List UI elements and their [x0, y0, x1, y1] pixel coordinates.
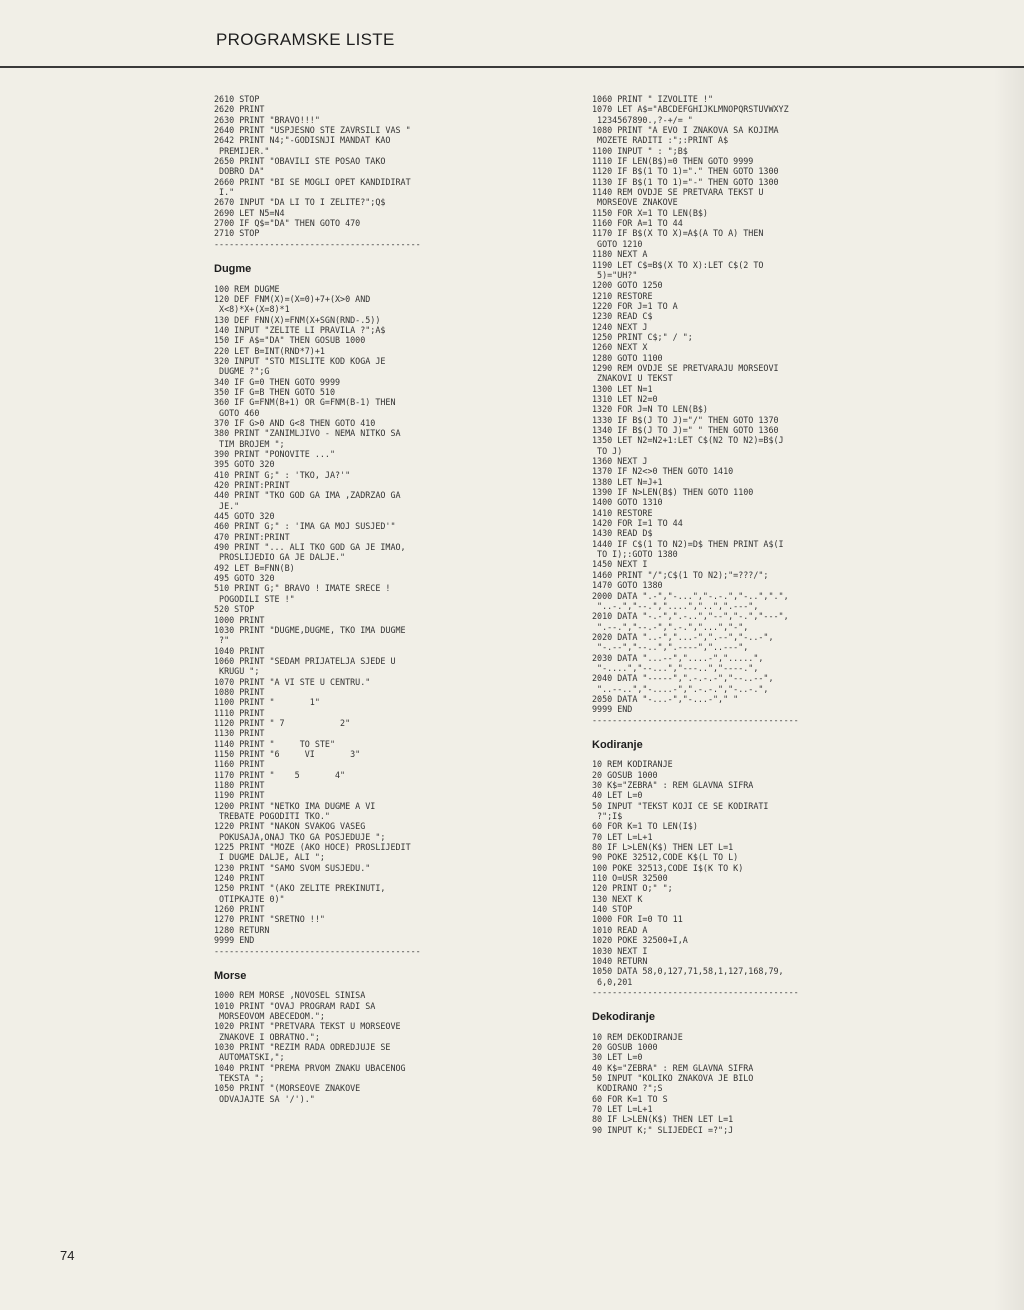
code-line: 10 REM DEKODIRANJE [592, 1031, 683, 1042]
code-line: 20 GOSUB 1000 [592, 769, 658, 780]
code-line: 1230 READ C$ [592, 311, 653, 322]
code-line: DUGME ?";G [214, 366, 270, 377]
code-line: 1100 INPUT " : ";B$ [592, 145, 688, 156]
code-line: 520 STOP [214, 604, 255, 615]
code-line: 1280 GOTO 1100 [592, 352, 663, 363]
code-line: 1020 POKE 32500+I,A [592, 935, 688, 946]
code-line: 1240 PRINT [214, 873, 265, 884]
code-line: 1000 FOR I=0 TO 11 [592, 914, 683, 925]
page-header-title: PROGRAMSKE LISTE [216, 30, 395, 49]
code-line: MORSEOVOM ABECEDOM."; [214, 1010, 325, 1021]
code-line: ----------------------------------------- [214, 945, 421, 956]
code-line: MORSEOVE ZNAKOVE [592, 197, 678, 208]
code-line: 1040 PRINT "PREMA PRVOM ZNAKU UBACENOG [214, 1062, 406, 1073]
code-line: 70 LET L=L+1 [592, 1103, 653, 1114]
code-line: 1220 PRINT "NAKON SVAKOG VASEG [214, 821, 366, 832]
code-line: OTIPKAJTE 0)" [214, 893, 285, 904]
code-line: "-.--","--..",".----","..---", [592, 642, 749, 653]
code-line: 1130 PRINT [214, 728, 265, 739]
code-line: 1030 PRINT "REZIM RADA ODREDJUJE SE [214, 1041, 391, 1052]
code-line: 1234567890.,?-+/= " [592, 114, 693, 125]
code-line: 1050 PRINT "(MORSEOVE ZNAKOVE [214, 1083, 361, 1094]
code-line: "..-.","--.","....","..",".---", [592, 600, 759, 611]
code-line: 1190 LET C$=B$(X TO X):LET C$(2 TO [592, 259, 764, 270]
code-line: 495 GOTO 320 [214, 573, 275, 584]
code-line: POGODILI STE !" [214, 593, 295, 604]
code-line: X<8)*X+(X=8)*1 [214, 304, 290, 315]
code-line: 120 DEF FNM(X)=(X=0)+7+(X>0 AND [214, 293, 371, 304]
code-line: 80 IF L>LEN(K$) THEN LET L=1 [592, 842, 734, 853]
code-line: "-....","--...","---..","----.", [592, 662, 759, 673]
code-line: PROSLIJEDIO GA JE DALJE." [214, 552, 346, 563]
code-line: TIM BROJEM "; [214, 438, 285, 449]
code-line: 360 IF G=FNM(B+1) OR G=FNM(B-1) THEN [214, 397, 396, 408]
code-line: 1180 PRINT [214, 780, 265, 790]
code-line: 2620 PRINT [214, 104, 265, 115]
code-line: 1310 LET N2=0 [592, 393, 658, 404]
header-rule [0, 66, 1024, 68]
code-line: 90 INPUT K;" SLIJEDECI =?";J [592, 1124, 734, 1135]
code-line: 1170 PRINT " 5 4" [214, 769, 346, 780]
code-line: TO J) [592, 445, 623, 456]
code-line: 1340 IF B$(J TO J)=" " THEN GOTO 1360 [592, 425, 779, 435]
code-line: 1230 PRINT "SAMO SVOM SUSJEDU." [214, 862, 371, 873]
code-line: 1150 FOR X=1 TO LEN(B$) [592, 207, 708, 218]
code-line: 1390 IF N>LEN(B$) THEN GOTO 1100 [592, 487, 754, 498]
code-line: 1160 FOR A=1 TO 44 [592, 218, 683, 229]
code-line: 2700 IF Q$="DA" THEN GOTO 470 [214, 218, 361, 229]
code-line: 20 GOSUB 1000 [592, 1041, 658, 1052]
code-line: 40 LET L=0 [592, 790, 643, 801]
code-line: TO I);:GOTO 1380 [592, 549, 678, 560]
code-line: 2050 DATA "-...-","-...-"," " [592, 693, 739, 704]
code-line: 2020 DATA "..-","...-",".--","-..-", [592, 631, 774, 642]
code-line: 130 DEF FNN(X)=FNM(X+SGN(RND-.5)) [214, 314, 381, 325]
code-line: 1120 PRINT " 7 2" [214, 717, 351, 728]
code-line: 1120 IF B$(1 TO 1)="." THEN GOTO 1300 [592, 166, 779, 177]
code-line: 1150 PRINT "6 VI 3" [214, 748, 361, 759]
section-title: Dekodiranje [592, 1011, 655, 1024]
code-line: 1250 PRINT "(AKO ZELITE PREKINUTI, [214, 883, 386, 894]
code-line: 1460 PRINT "/";C$(1 TO N2);"=???/"; [592, 569, 769, 580]
code-line: 1360 NEXT J [592, 456, 648, 467]
code-line: 6,0,201 [592, 976, 633, 987]
code-line: 1220 FOR J=1 TO A [592, 300, 678, 311]
right-program-column [592, 94, 962, 1135]
code-line: 2670 INPUT "DA LI TO I ZELITE?";Q$ [214, 197, 386, 208]
code-line: AUTOMATSKI,"; [214, 1052, 285, 1063]
code-line: PREMIJER." [214, 145, 270, 156]
code-line: 10 REM KODIRANJE [592, 759, 673, 770]
code-line: 5)="UH?" [592, 269, 638, 280]
code-line: 1180 NEXT A [592, 249, 648, 260]
code-line: KODIRANO ?";S [592, 1083, 663, 1094]
code-line: 1370 IF N2<>0 THEN GOTO 1410 [592, 466, 734, 477]
code-line: 445 GOTO 320 [214, 511, 275, 522]
code-line: 100 REM DUGME [214, 283, 280, 294]
code-line: 2610 STOP [214, 94, 260, 104]
code-line: 1260 PRINT [214, 904, 265, 915]
code-line: 1300 LET N=1 [592, 383, 653, 394]
code-line: 1010 READ A [592, 924, 648, 935]
code-line: 9999 END [214, 935, 255, 946]
code-line: 460 PRINT G;" : 'IMA GA MOJ SUSJED'" [214, 521, 396, 532]
code-line: 390 PRINT "PONOVITE ..." [214, 449, 336, 459]
code-line: I DUGME DALJE, ALI "; [214, 852, 325, 863]
code-line: 1200 GOTO 1250 [592, 280, 663, 291]
code-line: 490 PRINT "... ALI TKO GOD GA JE IMAO, [214, 542, 406, 553]
code-line: 120 PRINT O;" "; [592, 883, 673, 894]
code-line: ".--.","--.-",".-.","...","-", [592, 621, 749, 632]
code-line: TEKSTA "; [214, 1072, 265, 1083]
code-line: 410 PRINT G;" : 'TKO, JA?'" [214, 469, 351, 480]
code-line: 340 IF G=0 THEN GOTO 9999 [214, 376, 341, 387]
page-number: 74 [60, 1248, 75, 1263]
code-line: 1000 REM MORSE ,NOVOSEL SINISA [214, 990, 366, 1001]
code-line: 50 INPUT "TEKST KOJI CE SE KODIRATI [592, 800, 769, 811]
code-line: 30 K$="ZEBRA" : REM GLAVNA SIFRA [592, 780, 754, 790]
code-line: 1010 PRINT "OVAJ PROGRAM RADI SA [214, 1000, 376, 1011]
code-line: 80 IF L>LEN(K$) THEN LET L=1 [592, 1114, 734, 1125]
code-line: ----------------------------------------- [592, 986, 799, 997]
code-line: 1060 PRINT "SEDAM PRIJATELJA SJEDE U [214, 655, 396, 666]
code-line: 420 PRINT:PRINT [214, 480, 290, 491]
code-line: 70 LET L=L+1 [592, 831, 653, 842]
code-line: 2000 DATA ".-","-...","-.-.","-..",".", [592, 590, 789, 601]
code-line: 1190 PRINT [214, 790, 265, 801]
code-line: 1040 PRINT [214, 645, 265, 656]
code-line: 1030 NEXT I [592, 945, 648, 956]
code-line: 1410 RESTORE [592, 507, 653, 518]
code-line: 492 LET B=FNN(B) [214, 562, 295, 573]
code-line: 30 LET L=0 [592, 1052, 643, 1063]
code-line: 1350 LET N2=N2+1:LET C$(N2 TO N2)=B$(J [592, 435, 784, 446]
code-line: 1270 PRINT "SRETNO !!" [214, 914, 325, 925]
code-line: I." [214, 187, 235, 198]
code-line: 2642 PRINT N4;"-GODISNJI MANDAT KAO [214, 135, 391, 146]
code-line: 100 POKE 32513,CODE I$(K TO K) [592, 862, 744, 873]
code-line: 110 O=USR 32500 [592, 873, 668, 884]
code-line: 1030 PRINT "DUGME,DUGME, TKO IMA DUGME [214, 624, 406, 635]
code-line: 1470 GOTO 1380 [592, 580, 663, 591]
code-line: TREBATE POGODITI TKO." [214, 811, 330, 822]
code-line: 50 INPUT "KOLIKO ZNAKOVA JE BILO [592, 1072, 754, 1083]
code-line: 440 PRINT "TKO GOD GA IMA ,ZADRZAO GA [214, 490, 401, 501]
code-line: 1320 FOR J=N TO LEN(B$) [592, 404, 708, 415]
code-line: 1290 REM OVDJE SE PRETVARAJU MORSEOVI [592, 362, 779, 373]
code-line: 1100 PRINT " 1" [214, 697, 320, 708]
code-line: 1440 IF C$(1 TO N2)=D$ THEN PRINT A$(I [592, 538, 784, 549]
code-line: 1080 PRINT [214, 686, 265, 697]
code-line: 350 IF G=B THEN GOTO 510 [214, 386, 336, 397]
page-edge-shadow [994, 66, 1024, 1310]
section-title: Morse [214, 969, 247, 982]
code-line: 1110 PRINT [214, 707, 265, 718]
code-line: 220 LET B=INT(RND*7)+1 [214, 345, 325, 356]
code-line: 1450 NEXT I [592, 559, 648, 570]
code-line: 2710 STOP [214, 228, 260, 239]
code-line: 1260 NEXT X [592, 342, 648, 353]
code-line: DOBRO DA" [214, 166, 265, 177]
code-line: 1140 REM OVDJE SE PRETVARA TEKST U [592, 187, 764, 198]
left-program-column [214, 94, 584, 1104]
code-line: 1070 LET A$="ABCDEFGHIJKLMNOPQRSTUVWXYZ [592, 104, 789, 115]
code-line: ODVAJAJTE SA '/')." [214, 1093, 315, 1104]
code-line: ----------------------------------------- [592, 714, 799, 725]
code-line: ----------------------------------------- [214, 238, 421, 249]
code-line: 1040 RETURN [592, 955, 648, 966]
code-line: 60 FOR K=1 TO LEN(I$) [592, 821, 698, 832]
code-line: 90 POKE 32512,CODE K$(L TO L) [592, 852, 739, 863]
code-line: 1070 PRINT "A VI STE U CENTRU." [214, 676, 371, 687]
code-line: 395 GOTO 320 [214, 459, 275, 470]
code-line: 1140 PRINT " TO STE" [214, 738, 336, 749]
code-line: KRUGU "; [214, 666, 260, 677]
code-line: POKUSAJA,ONAJ TKO GA POSJEDUJE "; [214, 831, 386, 842]
code-line: ZNAKOVI U TEKST [592, 373, 673, 384]
code-line: 1130 IF B$(1 TO 1)="-" THEN GOTO 1300 [592, 176, 779, 187]
code-line: 130 NEXT K [592, 893, 643, 904]
code-line: MOZETE RADITI :";:PRINT A$ [592, 135, 729, 146]
code-line: 1170 IF B$(X TO X)=A$(A TO A) THEN [592, 228, 764, 239]
code-line: 1200 PRINT "NETKO IMA DUGME A VI [214, 800, 376, 811]
code-line: 1000 PRINT [214, 614, 265, 625]
code-line: 9999 END [592, 704, 633, 715]
code-line: 140 STOP [592, 904, 633, 915]
code-line: 2630 PRINT "BRAVO!!!" [214, 114, 320, 125]
code-line: 140 INPUT "ZELITE LI PRAVILA ?";A$ [214, 324, 386, 335]
code-line: 1250 PRINT C$;" / "; [592, 331, 693, 342]
code-line: GOTO 1210 [592, 238, 643, 249]
code-line: 40 K$="ZEBRA" : REM GLAVNA SIFRA [592, 1062, 754, 1073]
code-line: JE." [214, 500, 240, 511]
code-line: 2690 LET N5=N4 [214, 207, 285, 218]
code-line: ?";I$ [592, 811, 623, 822]
code-line: 380 PRINT "ZANIMLJIVO - NEMA NITKO SA [214, 428, 401, 439]
code-line: 1330 IF B$(J TO J)="/" THEN GOTO 1370 [592, 414, 779, 425]
code-line: 1110 IF LEN(B$)=0 THEN GOTO 9999 [592, 156, 754, 167]
code-line: "..--..","-....-",".-.-.","-..-.", [592, 683, 769, 694]
code-line: 1280 RETURN [214, 924, 270, 935]
code-line: 60 FOR K=1 TO S [592, 1093, 668, 1104]
code-line: 1060 PRINT " IZVOLITE !" [592, 94, 714, 104]
code-line: 1160 PRINT [214, 759, 265, 770]
code-line: 370 IF G>0 AND G<8 THEN GOTO 410 [214, 417, 376, 428]
code-line: 1080 PRINT "A EVO I ZNAKOVA SA KOJIMA [592, 125, 779, 136]
code-line: 1240 NEXT J [592, 321, 648, 332]
code-line: ZNAKOVE I OBRATNO."; [214, 1031, 320, 1042]
code-line: 1020 PRINT "PRETVARA TEKST U MORSEOVE [214, 1021, 401, 1032]
code-line: ?" [214, 635, 230, 646]
code-line: 320 INPUT "STO MISLITE KOD KOGA JE [214, 355, 386, 366]
section-title: Dugme [214, 263, 252, 276]
code-line: 150 IF A$="DA" THEN GOSUB 1000 [214, 335, 366, 346]
code-line: 2010 DATA "-.-",".-..","--","-.","---", [592, 611, 789, 622]
code-line: 1210 RESTORE [592, 290, 653, 301]
code-line: 1420 FOR I=1 TO 44 [592, 518, 683, 529]
code-line: 2640 PRINT "USPJESNO STE ZAVRSILI VAS " [214, 125, 411, 136]
section-title: Kodiranje [592, 738, 643, 751]
code-line: 1430 READ D$ [592, 528, 653, 539]
code-line: GOTO 460 [214, 407, 260, 418]
code-line: 2660 PRINT "BI SE MOGLI OPET KANDIDIRAT [214, 176, 411, 187]
code-line: 510 PRINT G;" BRAVO ! IMATE SRECE ! [214, 583, 391, 594]
code-line: 470 PRINT:PRINT [214, 531, 290, 542]
code-line: 2040 DATA "-----",".-.-.-","--..--", [592, 673, 774, 684]
code-line: 1400 GOTO 1310 [592, 497, 663, 508]
code-line: 1050 DATA 58,0,127,71,58,1,127,168,79, [592, 966, 784, 977]
code-line: 1380 LET N=J+1 [592, 476, 663, 487]
code-line: 2650 PRINT "OBAVILI STE POSAO TAKO [214, 156, 386, 167]
code-line: 1225 PRINT "MOZE (AKO HOCE) PROSLIJEDIT [214, 842, 411, 853]
code-line: 2030 DATA "...--","....-",".....", [592, 652, 764, 663]
